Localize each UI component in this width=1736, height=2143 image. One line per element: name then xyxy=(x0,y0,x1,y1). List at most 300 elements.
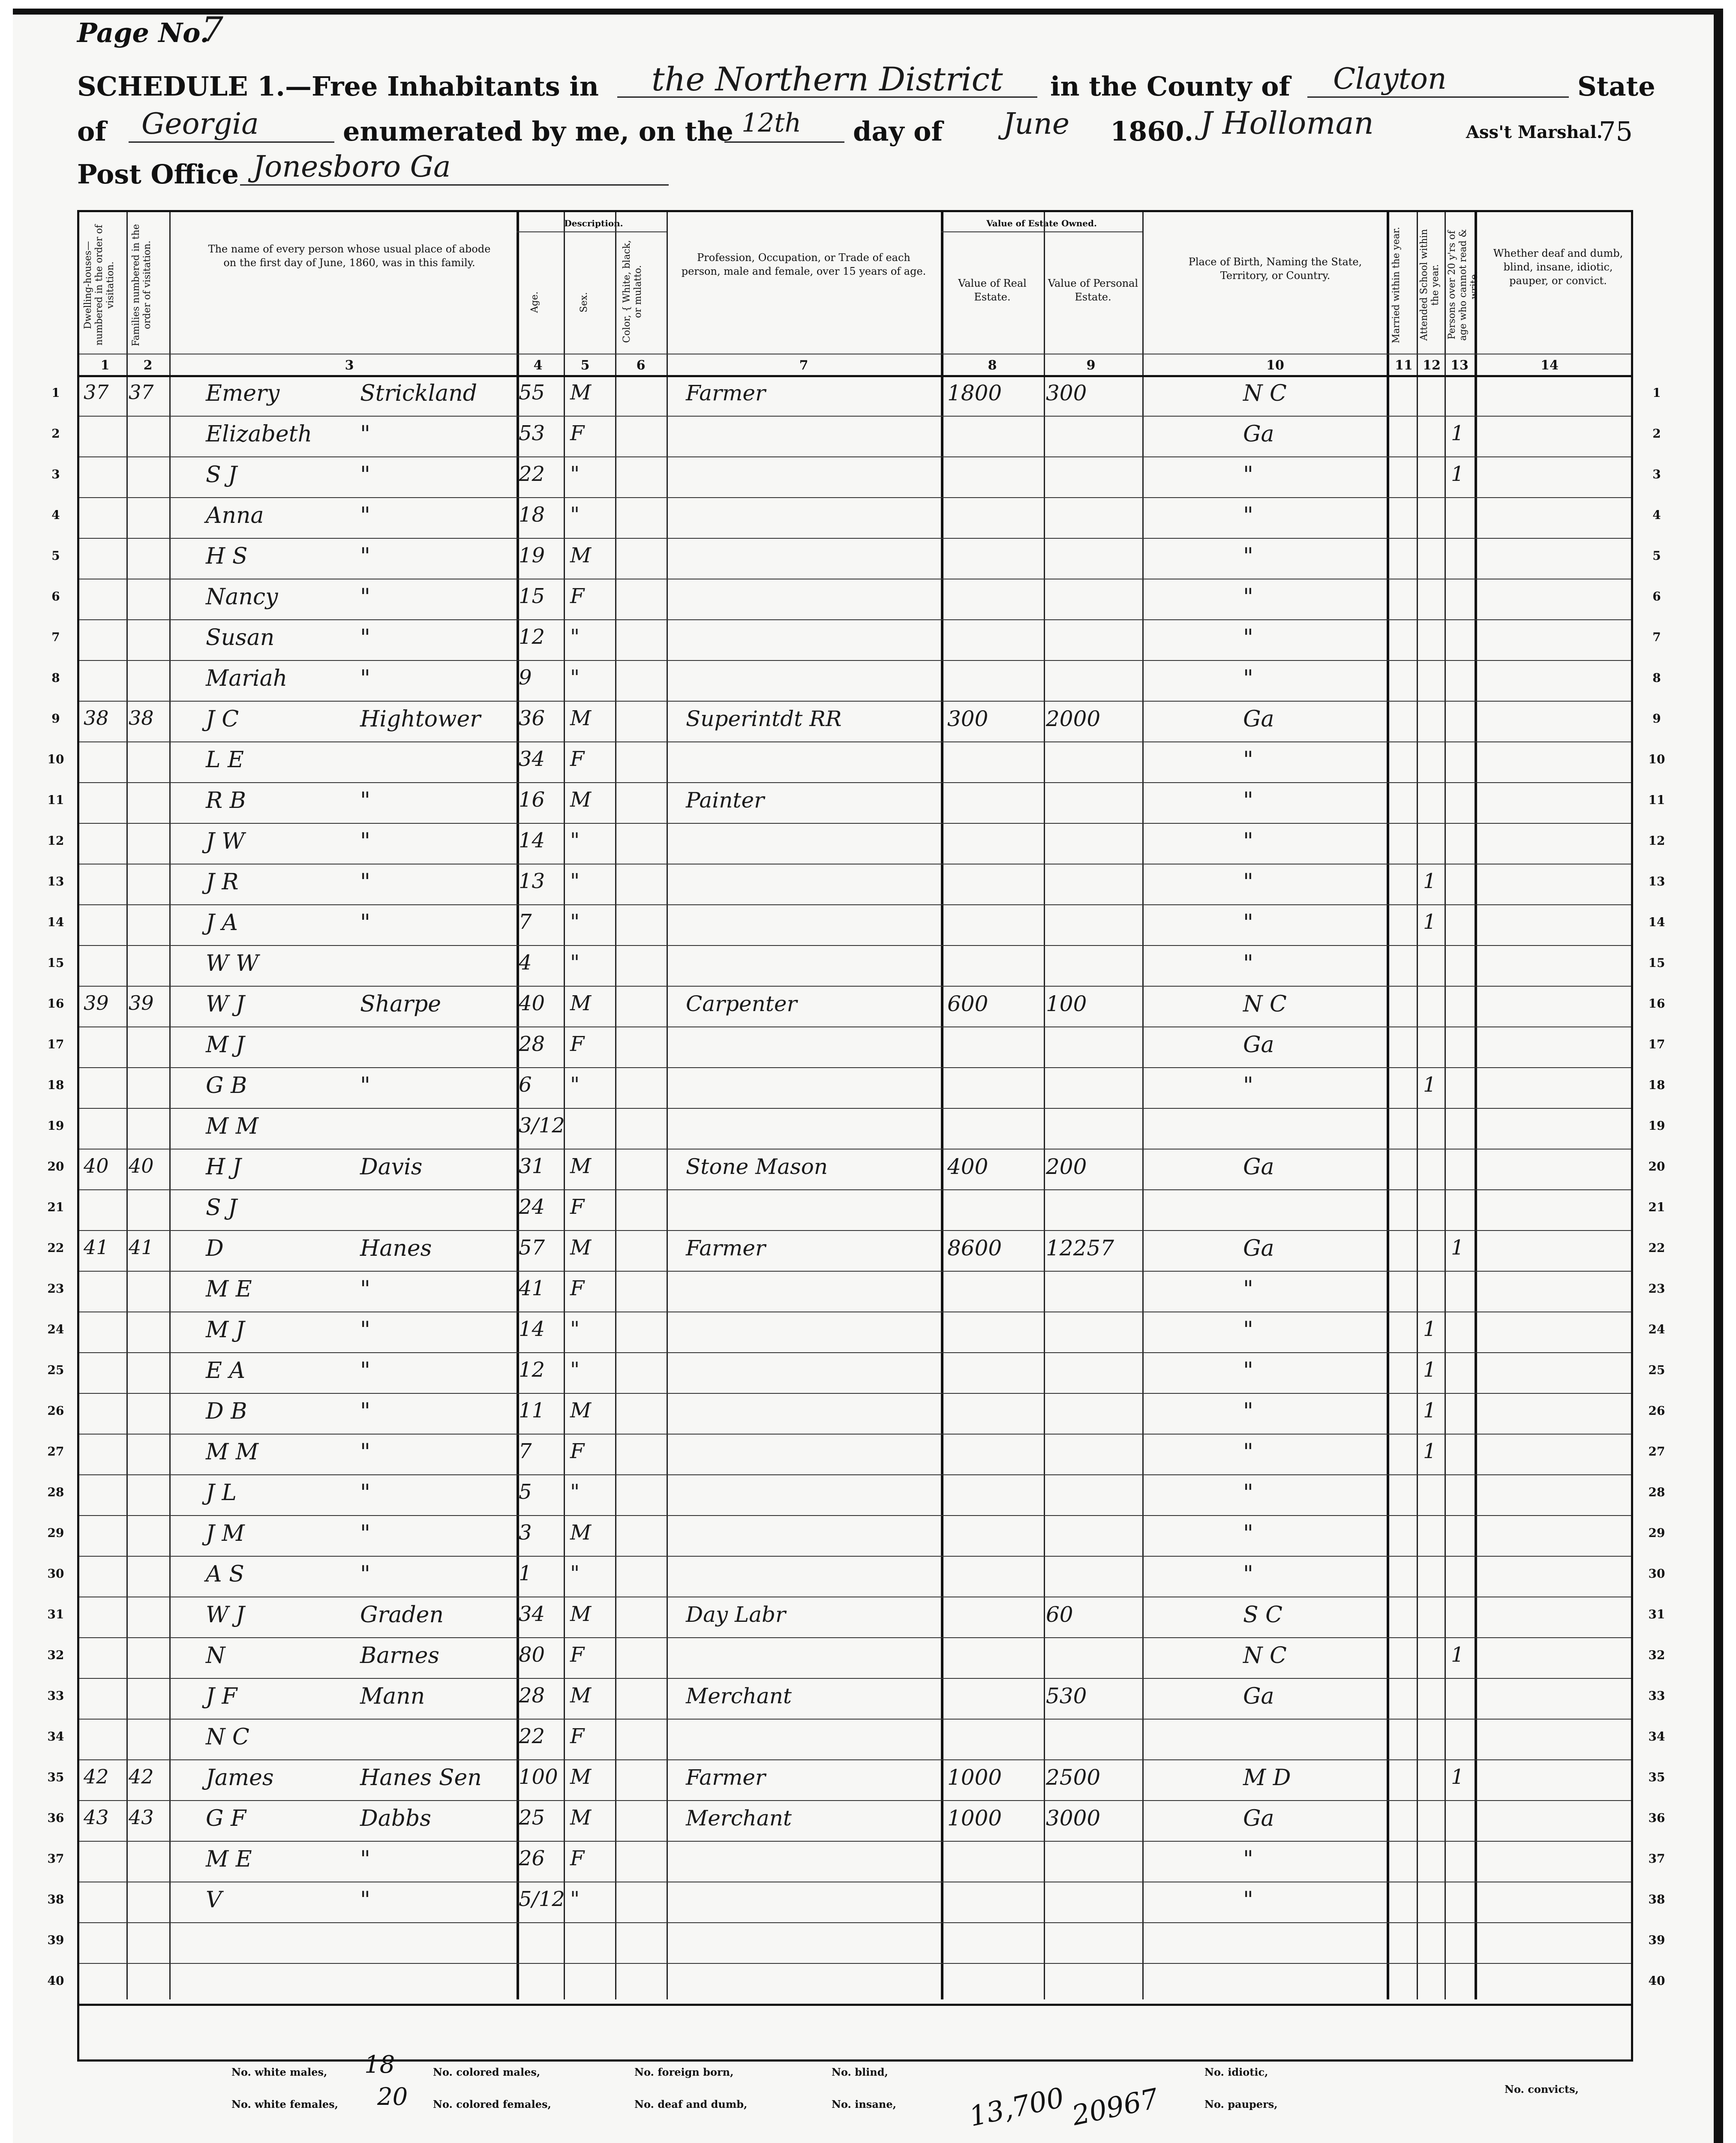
colored-males-label: No. colored males, xyxy=(433,2066,541,2078)
surname: Hanes Sen xyxy=(360,1765,482,1791)
col8-header: Value of Real Estate. xyxy=(958,277,1027,303)
row-number-left: 24 xyxy=(47,1322,64,1336)
birthplace: " xyxy=(1243,666,1253,691)
col5-header: Sex. xyxy=(579,292,589,312)
row-divider xyxy=(79,1149,1631,1150)
row-number-right: 37 xyxy=(1648,1852,1665,1866)
row-number-right: 30 xyxy=(1648,1567,1665,1581)
surname: Graden xyxy=(360,1602,444,1628)
birthplace: " xyxy=(1243,828,1253,854)
school-mark: 1 xyxy=(1423,910,1436,934)
given-name: W J xyxy=(206,991,245,1017)
paupers-label: No. paupers, xyxy=(1204,2098,1278,2110)
row-divider xyxy=(79,782,1631,783)
family-number: 42 xyxy=(129,1765,154,1788)
deaf-dumb-label: No. deaf and dumb, xyxy=(634,2098,748,2110)
row-number-right: 26 xyxy=(1648,1404,1665,1418)
given-name: W W xyxy=(206,951,259,976)
row-number-left: 12 xyxy=(47,834,64,848)
birthplace: Ga xyxy=(1243,1684,1274,1709)
surname: " xyxy=(360,1887,370,1913)
age: 34 xyxy=(519,747,545,771)
birthplace: " xyxy=(1243,1317,1253,1343)
county: Clayton xyxy=(1333,62,1447,96)
birthplace: " xyxy=(1243,1561,1253,1587)
real-estate-value: 8600 xyxy=(947,1236,1002,1261)
age: 25 xyxy=(519,1806,545,1830)
row-number-right: 9 xyxy=(1652,711,1661,726)
row-number-left: 17 xyxy=(47,1037,64,1051)
age: 40 xyxy=(519,991,545,1015)
row-number-left: 25 xyxy=(47,1363,64,1377)
column-divider xyxy=(169,212,171,1999)
row-number-right: 19 xyxy=(1648,1119,1665,1133)
page-label: Page No. xyxy=(77,17,210,48)
surname: " xyxy=(360,1480,370,1506)
row-number-left: 20 xyxy=(47,1159,64,1174)
given-name: Elizabeth xyxy=(206,421,312,447)
given-name: W J xyxy=(206,1602,245,1628)
row-number-left: 33 xyxy=(47,1689,64,1703)
marshal-label: Ass't Marshal. xyxy=(1466,122,1603,142)
total-real-estate: 13,700 xyxy=(966,2082,1067,2133)
surname: Mann xyxy=(360,1684,425,1709)
age: 3/12 xyxy=(519,1114,565,1138)
sex: " xyxy=(570,1358,580,1382)
row-number-left: 37 xyxy=(47,1852,64,1866)
family-number: 37 xyxy=(129,381,154,404)
column-divider xyxy=(615,212,616,1999)
column-divider xyxy=(941,212,943,1999)
real-estate-value: 1800 xyxy=(947,381,1002,405)
birthplace: N C xyxy=(1243,381,1287,406)
school-mark: 1 xyxy=(1423,1317,1436,1341)
row-number-left: 2 xyxy=(51,426,60,441)
given-name: Emery xyxy=(206,381,280,406)
colnum-7: 7 xyxy=(799,358,808,373)
family-number: 43 xyxy=(129,1806,154,1829)
row-number-left: 31 xyxy=(47,1607,64,1621)
row-number-right: 33 xyxy=(1648,1689,1665,1703)
real-estate-value: 400 xyxy=(947,1154,988,1179)
birthplace: " xyxy=(1243,625,1253,651)
row-number-right: 3 xyxy=(1652,467,1661,481)
row-number-right: 14 xyxy=(1648,915,1665,929)
family-number: 41 xyxy=(129,1236,154,1259)
birthplace: " xyxy=(1243,1276,1253,1302)
school-mark: 1 xyxy=(1423,869,1436,893)
birthplace: " xyxy=(1243,584,1253,610)
dwelling-number: 42 xyxy=(84,1765,109,1788)
given-name: D B xyxy=(206,1399,247,1424)
given-name: S J xyxy=(206,1195,237,1221)
enum-day: 12th xyxy=(742,108,802,138)
col10-header: Place of Birth, Naming the State, Territory, or Country. xyxy=(1188,256,1362,282)
row-divider xyxy=(79,1189,1631,1190)
personal-estate-value: 300 xyxy=(1046,381,1087,405)
row-number-right: 1 xyxy=(1652,386,1661,400)
illiterate-mark: 1 xyxy=(1451,1643,1464,1667)
birthplace: " xyxy=(1243,869,1253,895)
dwelling-number: 41 xyxy=(84,1236,109,1259)
sex: " xyxy=(570,1561,580,1585)
of-label: of xyxy=(77,116,107,147)
given-name: J R xyxy=(206,869,239,895)
birthplace: " xyxy=(1243,951,1253,976)
age: 55 xyxy=(519,381,545,405)
col6-header: Color, { White, black, or mulatto. xyxy=(622,240,643,343)
district-underline xyxy=(617,96,1037,98)
column-divider xyxy=(564,212,565,1999)
given-name: J W xyxy=(206,828,245,854)
row-number-right: 4 xyxy=(1652,508,1661,522)
row-divider xyxy=(79,945,1631,946)
sex: " xyxy=(570,828,580,852)
sex: F xyxy=(570,1195,585,1219)
row-number-right: 11 xyxy=(1648,793,1665,807)
row-number-left: 11 xyxy=(47,793,64,807)
row-number-left: 21 xyxy=(47,1200,64,1214)
row-number-right: 28 xyxy=(1648,1485,1665,1499)
sex: M xyxy=(570,1236,592,1260)
row-number-left: 28 xyxy=(47,1485,64,1499)
day-underline xyxy=(724,141,844,143)
surname: " xyxy=(360,1317,370,1343)
occupation: Day Labr xyxy=(686,1602,786,1627)
row-number-right: 12 xyxy=(1648,834,1665,848)
birthplace: Ga xyxy=(1243,1236,1274,1261)
sex: F xyxy=(570,584,585,608)
given-name: M M xyxy=(206,1439,259,1465)
enum-year: 1860. xyxy=(1110,116,1194,147)
row-number-right: 17 xyxy=(1648,1037,1665,1051)
age: 36 xyxy=(519,706,545,730)
occupation: Farmer xyxy=(686,1236,766,1261)
row-number-left: 34 xyxy=(47,1729,64,1744)
given-name: J M xyxy=(206,1521,245,1546)
row-divider xyxy=(79,1230,1631,1231)
row-number-right: 18 xyxy=(1648,1078,1665,1092)
state-underline xyxy=(129,141,334,143)
age: 19 xyxy=(519,543,545,567)
birthplace: " xyxy=(1243,747,1253,773)
surname: Strickland xyxy=(360,381,478,406)
age: 26 xyxy=(519,1846,545,1870)
age: 22 xyxy=(519,462,545,486)
age: 16 xyxy=(519,788,545,812)
row-divider xyxy=(79,1556,1631,1557)
personal-estate-value: 12257 xyxy=(1046,1236,1114,1261)
row-number-right: 13 xyxy=(1648,874,1665,888)
age: 14 xyxy=(519,1317,545,1341)
row-number-right: 38 xyxy=(1648,1892,1665,1906)
age: 13 xyxy=(519,869,545,893)
sex: M xyxy=(570,543,592,567)
day-label: day of xyxy=(853,116,943,147)
birthplace: M D xyxy=(1243,1765,1291,1791)
row-divider xyxy=(79,1515,1631,1516)
row-number-left: 8 xyxy=(51,671,60,685)
sex: F xyxy=(570,1724,585,1748)
row-divider xyxy=(79,2004,1631,2006)
row-number-left: 38 xyxy=(47,1892,64,1906)
row-divider xyxy=(79,823,1631,824)
age: 22 xyxy=(519,1724,545,1748)
given-name: J L xyxy=(206,1480,237,1506)
state: Georgia xyxy=(141,107,259,141)
row-number-left: 26 xyxy=(47,1404,64,1418)
header-divider xyxy=(941,231,1142,232)
row-number-left: 14 xyxy=(47,915,64,929)
birthplace: " xyxy=(1243,1358,1253,1384)
dwelling-number: 38 xyxy=(84,706,109,729)
post-office-label: Post Office xyxy=(77,159,239,190)
sex: F xyxy=(570,1276,585,1300)
row-divider xyxy=(79,497,1631,498)
row-number-left: 30 xyxy=(47,1567,64,1581)
sex: F xyxy=(570,1846,585,1870)
sex: " xyxy=(570,910,580,934)
row-number-right: 15 xyxy=(1648,956,1665,970)
occupation: Merchant xyxy=(686,1806,792,1831)
surname: " xyxy=(360,910,370,936)
surname: Hightower xyxy=(360,706,481,732)
row-number-right: 23 xyxy=(1648,1282,1665,1296)
row-number-right: 10 xyxy=(1648,752,1665,766)
age: 7 xyxy=(519,910,532,934)
row-divider xyxy=(79,904,1631,905)
birthplace: Ga xyxy=(1243,1154,1274,1180)
family-number: 39 xyxy=(129,991,154,1014)
col7-header: Profession, Occupation, or Trade of each person, male and female, over 15 years of age. xyxy=(681,252,926,277)
colnum-10: 10 xyxy=(1266,358,1284,373)
given-name: Nancy xyxy=(206,584,278,610)
age: 15 xyxy=(519,584,545,608)
surname: " xyxy=(360,1521,370,1546)
white-males-count: 18 xyxy=(364,2051,395,2079)
age: 6 xyxy=(519,1073,532,1097)
occupation: Merchant xyxy=(686,1684,792,1708)
school-mark: 1 xyxy=(1423,1399,1436,1423)
given-name: Anna xyxy=(206,503,264,528)
row-divider xyxy=(79,456,1631,457)
dwelling-number: 43 xyxy=(84,1806,109,1829)
row-number-right: 2 xyxy=(1652,426,1661,441)
sex: M xyxy=(570,1602,592,1626)
schedule-title: SCHEDULE 1.—Free Inhabitants in xyxy=(77,71,599,102)
birthplace: " xyxy=(1243,1439,1253,1465)
white-females-label: No. white females, xyxy=(231,2098,338,2110)
personal-estate-value: 2000 xyxy=(1046,706,1101,731)
age: 31 xyxy=(519,1154,545,1178)
sex: " xyxy=(570,1073,580,1097)
sex: " xyxy=(570,1317,580,1341)
given-name: D xyxy=(206,1236,224,1261)
row-number-left: 7 xyxy=(51,630,60,644)
colnum-11: 11 xyxy=(1395,358,1413,373)
dwelling-number: 37 xyxy=(84,381,109,404)
county-label: in the County of xyxy=(1050,71,1291,102)
column-divider xyxy=(126,212,128,1999)
given-name: J C xyxy=(206,706,239,732)
column-divider xyxy=(1417,212,1418,1999)
personal-estate-value: 530 xyxy=(1046,1684,1087,1708)
row-divider xyxy=(79,619,1631,620)
age: 100 xyxy=(519,1765,558,1789)
row-divider xyxy=(79,660,1631,661)
birthplace: N C xyxy=(1243,991,1287,1017)
row-divider xyxy=(79,1271,1631,1272)
description-header: Description. xyxy=(564,218,623,228)
colored-females-label: No. colored females, xyxy=(433,2098,551,2110)
given-name: M M xyxy=(206,1114,259,1139)
row-divider xyxy=(79,1678,1631,1679)
surname: " xyxy=(360,666,370,691)
personal-estate-value: 200 xyxy=(1046,1154,1087,1179)
birthplace: " xyxy=(1243,543,1253,569)
row-number-left: 4 xyxy=(51,508,60,522)
colnum-12: 12 xyxy=(1423,358,1441,373)
white-females-count: 20 xyxy=(377,2083,408,2111)
surname: Sharpe xyxy=(360,991,442,1017)
age: 18 xyxy=(519,503,545,527)
given-name: Susan xyxy=(206,625,275,651)
birthplace: " xyxy=(1243,462,1253,488)
county-underline xyxy=(1307,96,1569,98)
col1-header: Dwelling-houses—numbered in the order of visitation. xyxy=(83,225,116,345)
row-divider xyxy=(79,701,1631,702)
row-divider xyxy=(79,1026,1631,1027)
occupation: Farmer xyxy=(686,1765,766,1790)
illiterate-mark: 1 xyxy=(1451,462,1464,486)
row-number-left: 18 xyxy=(47,1078,64,1092)
row-number-right: 16 xyxy=(1648,996,1665,1011)
row-number-right: 5 xyxy=(1652,549,1661,563)
age: 80 xyxy=(519,1643,545,1667)
column-divider xyxy=(1142,212,1144,1999)
row-number-right: 7 xyxy=(1652,630,1661,644)
age: 41 xyxy=(519,1276,545,1300)
age: 3 xyxy=(519,1521,532,1545)
row-number-left: 29 xyxy=(47,1526,64,1540)
surname: " xyxy=(360,828,370,854)
convicts-label: No. convicts, xyxy=(1505,2083,1579,2095)
age: 24 xyxy=(519,1195,545,1219)
sex: F xyxy=(570,747,585,771)
blind-label: No. blind, xyxy=(832,2066,888,2078)
colnum-13: 13 xyxy=(1451,358,1469,373)
value-group-header: Value of Estate Owned. xyxy=(986,218,1097,228)
enumerated-label: enumerated by me, on the xyxy=(343,116,733,147)
row-divider xyxy=(79,1841,1631,1842)
row-divider xyxy=(79,986,1631,987)
row-divider xyxy=(79,1474,1631,1475)
illiterate-mark: 1 xyxy=(1451,1765,1464,1789)
column-divider xyxy=(1044,212,1045,1999)
surname: Davis xyxy=(360,1154,423,1180)
sex: F xyxy=(570,1643,585,1667)
given-name: L E xyxy=(206,747,244,773)
row-divider xyxy=(79,538,1631,539)
given-name: M E xyxy=(206,1846,252,1872)
row-divider xyxy=(79,375,1631,377)
row-number-right: 21 xyxy=(1648,1200,1665,1214)
row-divider xyxy=(79,1067,1631,1068)
district: the Northern District xyxy=(652,60,1003,98)
column-divider xyxy=(667,212,668,1999)
row-divider xyxy=(79,1393,1631,1394)
given-name: G B xyxy=(206,1073,247,1099)
sex: " xyxy=(570,625,580,649)
row-divider xyxy=(79,1759,1631,1760)
row-number-right: 20 xyxy=(1648,1159,1665,1174)
row-number-right: 35 xyxy=(1648,1770,1665,1784)
family-number: 38 xyxy=(129,706,154,729)
sex: M xyxy=(570,991,592,1015)
row-number-left: 1 xyxy=(51,386,60,400)
insane-label: No. insane, xyxy=(832,2098,896,2110)
row-number-left: 36 xyxy=(47,1811,64,1825)
colnum-14: 14 xyxy=(1541,358,1559,373)
col9-header: Value of Personal Estate. xyxy=(1048,277,1138,303)
idiotic-label: No. idiotic, xyxy=(1204,2066,1268,2078)
age: 57 xyxy=(519,1236,545,1260)
surname: Barnes xyxy=(360,1643,440,1669)
header-divider xyxy=(517,231,667,232)
colnum-6: 6 xyxy=(636,358,646,373)
row-divider xyxy=(79,416,1631,417)
birthplace: Ga xyxy=(1243,1806,1274,1831)
dwelling-number: 39 xyxy=(84,991,109,1014)
surname: " xyxy=(360,625,370,651)
row-number-left: 9 xyxy=(51,711,60,726)
sex: " xyxy=(570,462,580,486)
colnum-1: 1 xyxy=(100,358,110,373)
row-number-right: 36 xyxy=(1648,1811,1665,1825)
sex: F xyxy=(570,421,585,445)
colnum-4: 4 xyxy=(533,358,543,373)
row-number-right: 34 xyxy=(1648,1729,1665,1744)
row-number-right: 39 xyxy=(1648,1933,1665,1947)
given-name: N xyxy=(206,1643,225,1669)
birthplace: " xyxy=(1243,1846,1253,1872)
foreign-born-label: No. foreign born, xyxy=(634,2066,734,2078)
row-divider xyxy=(79,1108,1631,1109)
row-number-right: 25 xyxy=(1648,1363,1665,1377)
surname: " xyxy=(360,869,370,895)
row-number-left: 40 xyxy=(47,1974,64,1988)
sex: M xyxy=(570,381,592,405)
surname: " xyxy=(360,1561,370,1587)
age: 12 xyxy=(519,625,545,649)
row-number-right: 31 xyxy=(1648,1607,1665,1621)
row-number-left: 39 xyxy=(47,1933,64,1947)
row-number-left: 23 xyxy=(47,1282,64,1296)
given-name: A S xyxy=(206,1561,244,1587)
age: 28 xyxy=(519,1684,545,1708)
row-number-right: 27 xyxy=(1648,1444,1665,1459)
row-divider xyxy=(79,1434,1631,1435)
column-divider xyxy=(1475,212,1477,1999)
sex: M xyxy=(570,1765,592,1789)
given-name: N C xyxy=(206,1724,249,1750)
birthplace: S C xyxy=(1243,1602,1282,1628)
col14-header: Whether deaf and dumb, blind, insane, idiotic, pauper, or convict. xyxy=(1493,247,1623,287)
row-number-right: 40 xyxy=(1648,1974,1665,1988)
sex: " xyxy=(570,951,580,975)
birthplace: " xyxy=(1243,1887,1253,1913)
row-divider xyxy=(79,1637,1631,1638)
